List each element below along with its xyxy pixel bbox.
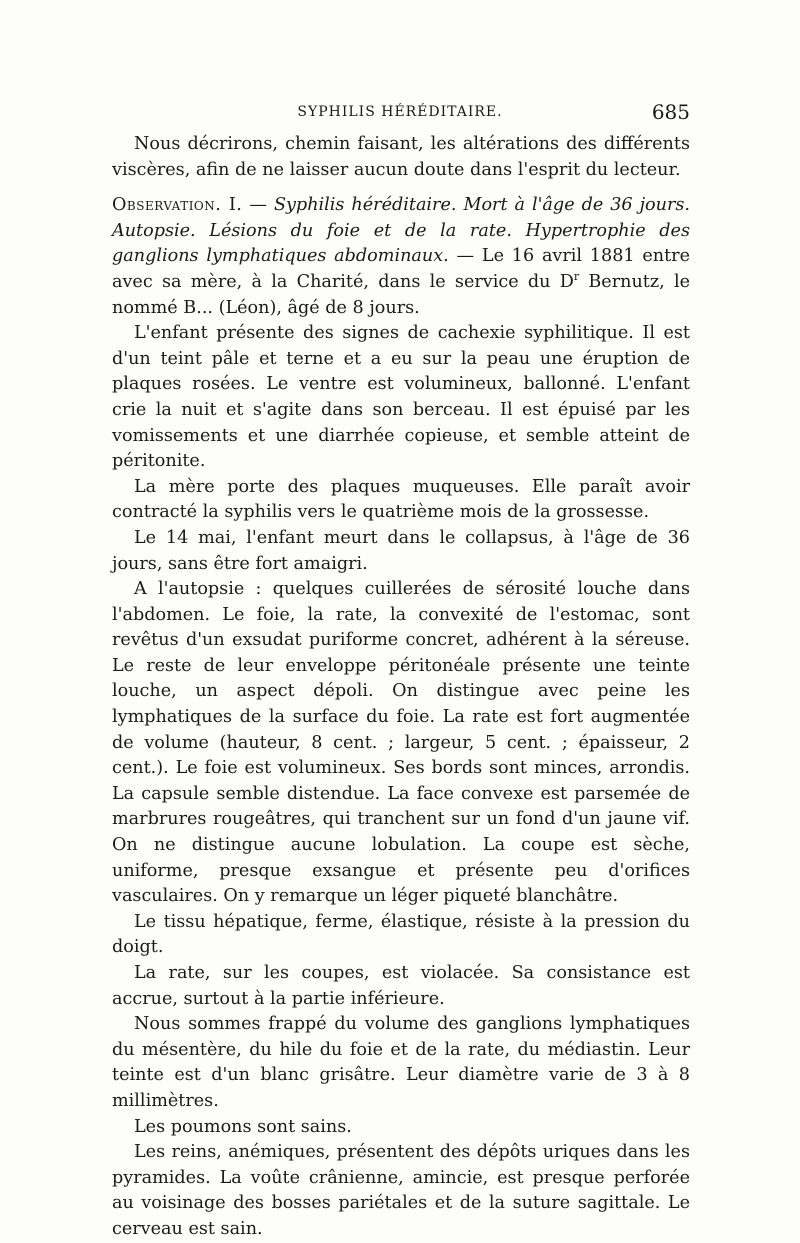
observation-dash: — [456, 246, 475, 267]
paragraph-autopsy: A l'autopsie : quelques cuillerées de sérosité louche dans l'abdomen. Le foie, la rate, la convexité de l'estomac, sont revêtus d'un exsudat puriforme concret, adhérent à la séreuse. Le reste de leur enveloppe péritonéale présente une teinte louche, un aspect dépoli. On distingue avec peine les lymphatiques de la surface du foie. La rate est fort augmentée de volume (hauteur, 8 cent. ; largeur, 5 cent. ; épaisseur, 2 cent.). Le foie est volumineux. Ses bords sont minces, arrondis. La capsule semble distendue. La face convexe est parsemée de marbrures rougeâtres, qui tranchent sur un fond d'un jaune vif. On ne distingue aucune lobulation. La coupe est sèche, uniforme, presque exsangue et présente peu d'orifices vasculaires. On y remarque un léger piqueté blanchâtre. [112, 579, 690, 907]
page-header [110, 100, 690, 128]
paragraph-lungs: Les poumons sont sains. [134, 1116, 352, 1137]
observation-label: Observation. I. [112, 195, 243, 216]
paragraph-mother: La mère porte des plaques muqueuses. Elle paraît avoir contracté la syphilis vers le quatrième mois de la grossesse. [112, 476, 690, 523]
paragraph-lymph-nodes: Nous sommes frappé du volume des ganglions lymphatiques du mésentère, du hile du foie et de la rate, du médiastin. Leur teinte est d'un blanc grisâtre. Leur diamètre varie de 3 à 8 millimètres. [112, 1014, 690, 1111]
paragraph-intro: Nous décrirons, chemin faisant, les altérations des différents viscères, afin de ne laisser aucun doute dans l'esprit du lecteur. [112, 134, 690, 180]
paragraph-spleen: La rate, sur les coupes, est violacée. Sa consistance est accrue, surtout à la partie inférieure. [112, 963, 690, 1009]
doctor-superscript: r [573, 270, 580, 284]
page-body [112, 132, 690, 1243]
running-title: SYPHILIS HÉRÉDITAIRE. [297, 104, 503, 120]
observation-title: — Syphilis héréditaire. Mort à l'âge de 36 jours. Autopsie. Lésions du foie et de la rate. Hypertrophie des ganglions lymphatiques abdominaux. [112, 195, 690, 267]
page-number: 685 [651, 100, 690, 124]
observation-paragraph [112, 193, 690, 321]
paragraph-kidneys-brain: Les reins, anémiques, présentent des dépôts uriques dans les pyramides. La voûte crânienne, amincie, est presque perforée au voisinage des bosses pariétales et de la suture sagittale. Le cerveau est sain. [112, 1142, 690, 1239]
observation-continuation: Bernutz, le nommé B... (Léon), âgé de 8 jours. [112, 271, 691, 318]
paragraph-death: Le 14 mai, l'enfant meurt dans le collapsus, à l'âge de 36 jours, sans être fort amaigri. [112, 527, 690, 574]
observation-admission: Le 16 avril 1881 entre avec sa mère, à la Charité, dans le service du D [112, 246, 690, 292]
paragraph-symptoms: L'enfant présente des signes de cachexie syphilitique. Il est d'un teint pâle et terne et a eu sur la peau une éruption de plaques rosées. Le ventre est volumineux, ballonné. L'enfant crie la nuit et s'agite dans son berceau. Il est épuisé par les vomissements et une diarrhée copieuse, et semble atteint de péritonite. [112, 323, 690, 472]
paragraph-liver-tissue: Le tissu hépatique, ferme, élastique, résiste à la pression du doigt. [112, 911, 690, 958]
